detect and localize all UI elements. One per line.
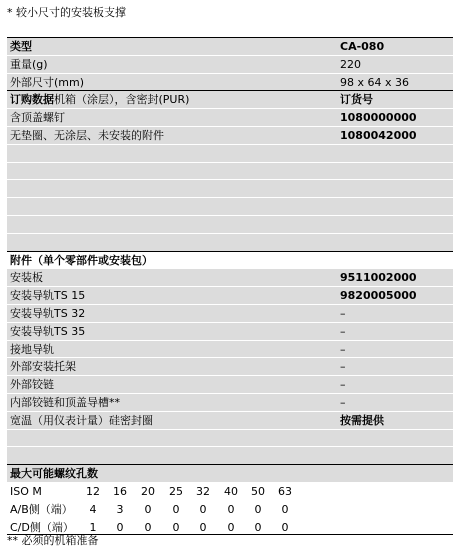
order-item-number: 1080000000 (340, 111, 417, 125)
thread-value: 0 (199, 520, 207, 534)
threads-header: 最大可能螺纹孔数 (10, 467, 98, 481)
accessory-row (7, 322, 453, 340)
accessory-number: – (340, 324, 346, 338)
order-number-header: 订货号 (340, 93, 373, 107)
thread-value: 0 (254, 520, 262, 534)
empty-row (7, 215, 453, 233)
type-value: CA-080 (340, 40, 385, 53)
order-row (7, 126, 453, 144)
accessory-label: 内部铰链和顶盖导槽** (10, 395, 120, 409)
thread-value: 0 (227, 502, 235, 516)
accessory-row (7, 375, 453, 393)
order-header (10, 91, 189, 109)
thread-value: 0 (116, 520, 124, 534)
thread-value: 40 (224, 484, 238, 498)
accessory-row (7, 268, 453, 286)
accessory-number: – (340, 395, 346, 409)
accessory-number: 9820005000 (340, 289, 417, 303)
order-item-label: 含顶盖螺钉 (10, 111, 65, 125)
empty-row (7, 197, 453, 215)
accessory-number: – (340, 306, 346, 320)
spec-row (7, 73, 453, 91)
thread-value: 0 (144, 502, 152, 516)
accessory-label: 安装导轨TS 35 (10, 324, 86, 338)
order-item-number: 1080042000 (340, 128, 417, 142)
thread-value: 50 (251, 484, 265, 498)
thread-value: 4 (89, 502, 97, 516)
thread-value: 32 (196, 484, 210, 498)
thread-value: 20 (141, 484, 155, 498)
empty-row (7, 233, 453, 251)
threads-row-iso (7, 482, 453, 500)
accessory-row (7, 411, 453, 429)
threads-row-label: C/D侧（端） (10, 520, 74, 534)
accessory-number: – (340, 342, 346, 356)
thread-value: 16 (113, 484, 127, 498)
accessory-row (7, 286, 453, 304)
accessory-row (7, 393, 453, 411)
empty-row (7, 144, 453, 162)
accessory-label: 外部铰链 (10, 378, 54, 392)
dimensions-value: 98 x 64 x 36 (340, 75, 409, 89)
thread-value: 0 (227, 520, 235, 534)
accessory-label: 安装导轨TS 32 (10, 306, 86, 320)
accessory-number: 按需提供 (340, 413, 384, 427)
top-note: * 较小尺寸的安装板支撑 (7, 6, 126, 19)
thread-value: 1 (89, 520, 97, 534)
order-item-label: 无垫圈、无涂层、未安装的附件 (10, 128, 164, 142)
accessory-number: – (340, 378, 346, 392)
thread-value: 3 (116, 502, 124, 516)
accessory-number: 9511002000 (340, 271, 417, 285)
spec-table (7, 37, 453, 535)
accessory-label: 外部安装托架 (10, 360, 76, 374)
order-header-row (7, 90, 453, 108)
dimensions-label: 外部尺寸(mm) (10, 75, 85, 89)
threads-row-ab (7, 500, 453, 518)
order-header-rest: 机箱（涂层），含密封(PUR) (54, 93, 190, 107)
accessory-row (7, 340, 453, 358)
order-header-bold: 订购数据 (10, 93, 54, 107)
accessory-row (7, 304, 453, 322)
thread-value: 0 (172, 502, 180, 516)
accessory-number: – (340, 360, 346, 374)
empty-row (7, 179, 453, 197)
threads-row-label: ISO M (10, 484, 42, 498)
accessories-header-row (7, 251, 453, 269)
accessory-label: 接地导轨 (10, 342, 54, 356)
threads-row-cd (7, 518, 453, 536)
spec-row (7, 55, 453, 73)
empty-row (7, 446, 453, 464)
footnote: ** 必须的机箱准备 (7, 534, 99, 547)
thread-value: 0 (281, 502, 289, 516)
thread-value: 0 (172, 520, 180, 534)
spec-header-row (7, 37, 453, 55)
threads-row-label: A/B侧（端） (10, 502, 73, 516)
type-label: 类型 (10, 40, 32, 53)
thread-value: 25 (169, 484, 183, 498)
accessory-label: 安装导轨TS 15 (10, 289, 86, 303)
accessory-row (7, 357, 453, 375)
accessories-header: 附件（单个零部件或安装包） (10, 253, 153, 267)
accessory-label: 安装板 (10, 271, 43, 285)
weight-label: 重量(g) (10, 57, 48, 71)
thread-value: 0 (199, 502, 207, 516)
thread-value: 0 (281, 520, 289, 534)
thread-value: 12 (86, 484, 100, 498)
thread-value: 0 (254, 502, 262, 516)
empty-row (7, 429, 453, 447)
accessory-label: 宽温（用仪表计量）硅密封圈 (10, 413, 153, 427)
thread-value: 0 (144, 520, 152, 534)
empty-row (7, 162, 453, 180)
thread-value: 63 (278, 484, 292, 498)
order-row (7, 108, 453, 126)
weight-value: 220 (340, 57, 361, 71)
threads-header-row (7, 464, 453, 482)
